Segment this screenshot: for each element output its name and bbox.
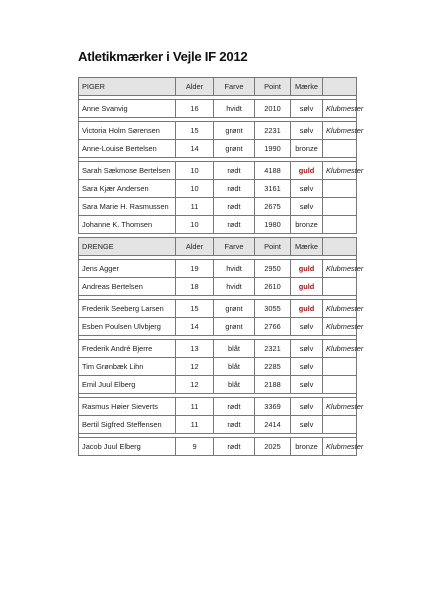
color-cell: rødt xyxy=(214,398,255,416)
age-cell: 15 xyxy=(176,300,214,318)
color-cell: grønt xyxy=(214,318,255,336)
title-cell: Klubmester xyxy=(323,340,357,358)
athlete-name: Sara Kjær Andersen xyxy=(79,180,176,198)
title-cell: Klubmester xyxy=(323,100,357,118)
athlete-name: Anne Svanvig xyxy=(79,100,176,118)
color-cell: rødt xyxy=(214,162,255,180)
athlete-name: Frederik André Bjerre xyxy=(79,340,176,358)
table-row xyxy=(79,100,357,118)
color-cell: hvidt xyxy=(214,100,255,118)
point-cell: 2010 xyxy=(255,100,291,118)
table-row xyxy=(79,340,357,358)
age-cell: 10 xyxy=(176,162,214,180)
badge-cell: guld xyxy=(291,260,323,278)
color-cell: rødt xyxy=(214,416,255,434)
girls-table xyxy=(78,77,364,234)
title-cell: Klubmester xyxy=(323,438,357,456)
color-cell: rødt xyxy=(214,198,255,216)
column-header-age: Alder xyxy=(176,78,214,96)
age-cell: 12 xyxy=(176,376,214,394)
badge-cell: sølv xyxy=(291,340,323,358)
athlete-name: Sara Marie H. Rasmussen xyxy=(79,198,176,216)
age-cell: 15 xyxy=(176,122,214,140)
age-cell: 16 xyxy=(176,100,214,118)
athlete-name: Frederik Seeberg Larsen xyxy=(79,300,176,318)
point-cell: 3161 xyxy=(255,180,291,198)
point-cell: 2950 xyxy=(255,260,291,278)
badge-cell: guld xyxy=(291,162,323,180)
badge-cell: sølv xyxy=(291,416,323,434)
table-row xyxy=(79,358,357,376)
color-cell: blåt xyxy=(214,340,255,358)
athlete-name: Emil Juul Elberg xyxy=(79,376,176,394)
title-cell xyxy=(323,180,357,198)
point-cell: 2188 xyxy=(255,376,291,394)
color-cell: grønt xyxy=(214,122,255,140)
badge-cell: guld xyxy=(291,278,323,296)
title-cell: Klubmester xyxy=(323,260,357,278)
athlete-name: Johanne K. Thomsen xyxy=(79,216,176,234)
badge-cell: bronze xyxy=(291,216,323,234)
boys-table xyxy=(78,237,364,456)
page-title: Atletikmærker i Vejle IF 2012 xyxy=(78,49,248,64)
color-cell: grønt xyxy=(214,300,255,318)
table-row xyxy=(79,140,357,158)
athlete-name: Bertil Sigfred Steffensen xyxy=(79,416,176,434)
athlete-name: Victoria Holm Sørensen xyxy=(79,122,176,140)
athlete-name: Jens Agger xyxy=(79,260,176,278)
table-row xyxy=(79,162,357,180)
table-row xyxy=(79,180,357,198)
age-cell: 14 xyxy=(176,318,214,336)
age-cell: 13 xyxy=(176,340,214,358)
header-row xyxy=(79,78,357,96)
table-row xyxy=(79,300,357,318)
age-cell: 9 xyxy=(176,438,214,456)
table-row xyxy=(79,416,357,434)
age-cell: 18 xyxy=(176,278,214,296)
column-header-title xyxy=(323,238,357,256)
table-row xyxy=(79,216,357,234)
color-cell: rødt xyxy=(214,180,255,198)
athlete-name: Esben Poulsen Ulvbjerg xyxy=(79,318,176,336)
point-cell: 2231 xyxy=(255,122,291,140)
title-cell: Klubmester xyxy=(323,398,357,416)
point-cell: 2610 xyxy=(255,278,291,296)
point-cell: 1990 xyxy=(255,140,291,158)
title-cell xyxy=(323,278,357,296)
age-cell: 19 xyxy=(176,260,214,278)
age-cell: 11 xyxy=(176,198,214,216)
color-cell: blåt xyxy=(214,376,255,394)
athlete-name: Sarah Sækmose Bertelsen xyxy=(79,162,176,180)
section-label: DRENGE xyxy=(79,238,176,256)
badge-cell: bronze xyxy=(291,140,323,158)
column-header-point: Point xyxy=(255,78,291,96)
column-header-color: Farve xyxy=(214,238,255,256)
column-header-age: Alder xyxy=(176,238,214,256)
table-row xyxy=(79,438,357,456)
column-header-color: Farve xyxy=(214,78,255,96)
badge-cell: sølv xyxy=(291,198,323,216)
age-cell: 10 xyxy=(176,216,214,234)
title-cell: Klubmester xyxy=(323,300,357,318)
point-cell: 2321 xyxy=(255,340,291,358)
title-cell xyxy=(323,358,357,376)
point-cell: 1980 xyxy=(255,216,291,234)
color-cell: blåt xyxy=(214,358,255,376)
table-row xyxy=(79,198,357,216)
column-header-badge: Mærke xyxy=(291,78,323,96)
title-cell xyxy=(323,216,357,234)
title-cell xyxy=(323,198,357,216)
title-cell xyxy=(323,376,357,394)
point-cell: 2025 xyxy=(255,438,291,456)
point-cell: 2675 xyxy=(255,198,291,216)
point-cell: 2414 xyxy=(255,416,291,434)
age-cell: 12 xyxy=(176,358,214,376)
title-cell: Klubmester xyxy=(323,122,357,140)
column-header-point: Point xyxy=(255,238,291,256)
badge-cell: bronze xyxy=(291,438,323,456)
color-cell: rødt xyxy=(214,216,255,234)
badge-cell: sølv xyxy=(291,180,323,198)
column-header-badge: Mærke xyxy=(291,238,323,256)
title-cell: Klubmester xyxy=(323,318,357,336)
point-cell: 2766 xyxy=(255,318,291,336)
badge-cell: sølv xyxy=(291,376,323,394)
athlete-name: Tim Grønbæk Lihn xyxy=(79,358,176,376)
badge-cell: sølv xyxy=(291,398,323,416)
athlete-name: Andreas Bertelsen xyxy=(79,278,176,296)
badge-cell: sølv xyxy=(291,358,323,376)
column-header-title xyxy=(323,78,357,96)
title-cell: Klubmester xyxy=(323,162,357,180)
table-row xyxy=(79,318,357,336)
table-row xyxy=(79,260,357,278)
age-cell: 11 xyxy=(176,416,214,434)
color-cell: rødt xyxy=(214,438,255,456)
color-cell: hvidt xyxy=(214,260,255,278)
badge-cell: sølv xyxy=(291,122,323,140)
athlete-name: Jacob Juul Elberg xyxy=(79,438,176,456)
age-cell: 14 xyxy=(176,140,214,158)
point-cell: 3055 xyxy=(255,300,291,318)
section-label: PIGER xyxy=(79,78,176,96)
table-row xyxy=(79,398,357,416)
badge-cell: guld xyxy=(291,300,323,318)
color-cell: hvidt xyxy=(214,278,255,296)
table-row xyxy=(79,376,357,394)
point-cell: 2285 xyxy=(255,358,291,376)
point-cell: 3369 xyxy=(255,398,291,416)
age-cell: 10 xyxy=(176,180,214,198)
age-cell: 11 xyxy=(176,398,214,416)
athlete-name: Rasmus Høier Sieverts xyxy=(79,398,176,416)
header-row xyxy=(79,238,357,256)
badge-cell: sølv xyxy=(291,100,323,118)
color-cell: grønt xyxy=(214,140,255,158)
title-cell xyxy=(323,140,357,158)
table-row xyxy=(79,122,357,140)
badge-cell: sølv xyxy=(291,318,323,336)
athlete-name: Anne-Louise Bertelsen xyxy=(79,140,176,158)
title-cell xyxy=(323,416,357,434)
table-row xyxy=(79,278,357,296)
point-cell: 4188 xyxy=(255,162,291,180)
